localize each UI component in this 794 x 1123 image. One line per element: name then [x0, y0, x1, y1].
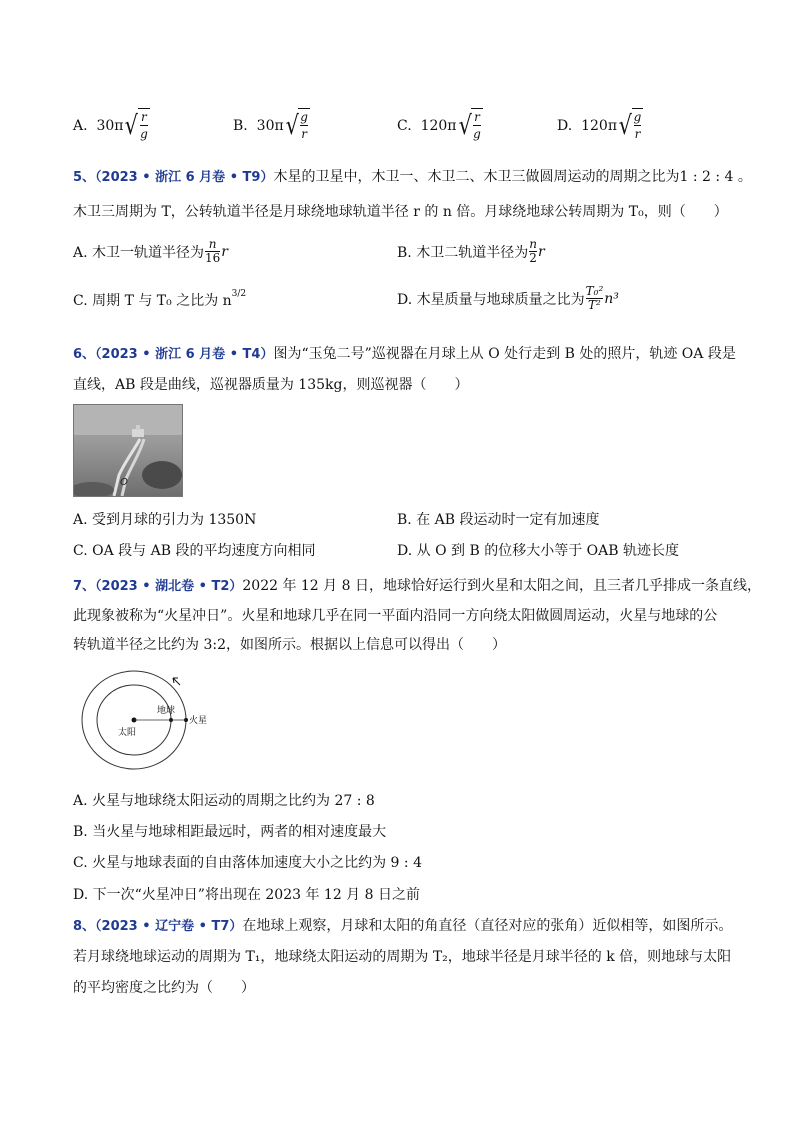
sun-label: 太阳 — [118, 728, 137, 738]
fraction: $\frac{n}{16}$ — [205, 237, 221, 265]
q6-stem-line1: 6、（2023 • 浙江 6 月卷 • T4）图为“玉兔二号”巡视器在月球上从 O 处行走到 B 处的照片，轨迹 OA 段是 — [73, 346, 736, 362]
q8-stem-line2: 若月球绕地球运动的周期为 T₁，地球绕太阳运动的周期为 T₂，地球半径是月球半径的 k 倍，则地球与太阳 — [73, 949, 732, 965]
sqrt-expression: √ r g — [457, 108, 483, 144]
q7-option-d[interactable]: D. 下一次“火星冲日”将出现在 2023 年 12 月 8 日之前 — [73, 887, 420, 903]
question-source: （2023 • 浙江 6 月卷 • T9） — [95, 170, 274, 185]
option-letter: B. — [233, 118, 248, 134]
orbit-diagram — [78, 665, 228, 775]
q5-option-b[interactable]: B. 木卫二轨道半径为 $\frac{n}{2}$ r — [397, 237, 545, 265]
q5-option-c[interactable]: C. 周期 T 与 T₀ 之比为 n $^{3/2}$ — [73, 289, 247, 309]
option-coefficient: 120π — [420, 118, 457, 134]
q7-stem-line1: 7、（2023 • 湖北卷 • T2）2022 年 12 月 8 日，地球恰好运行到火星和太阳之间，且三者几乎排成一条直线， — [73, 578, 761, 594]
sqrt-expression: √ g r — [284, 108, 310, 144]
fraction: $\frac{n}{2}$ — [529, 237, 537, 265]
q5-option-d[interactable]: D. 木星质量与地球质量之比为 $\frac{\text{T₀²}}{\text{T²}}$ n³ — [397, 284, 619, 312]
q8-stem-line1: 8、（2023 • 辽宁卷 • T7）在地球上观察，月球和太阳的角直径（直径对应的张角）近似相等，如图所示。 — [73, 918, 733, 934]
q8-stem-line3: 的平均密度之比约为（ ） — [73, 980, 255, 996]
q7-option-c[interactable]: C. 火星与地球表面的自由落体加速度大小之比约为 9 : 4 — [73, 855, 422, 871]
sqrt-expression: √ g r — [617, 108, 643, 144]
question-number: 7、 — [73, 579, 96, 594]
q7-stem-line2: 此现象被称为“火星冲日”。火星和地球几乎在同一平面内沿同一方向绕太阳做圆周运动，火星与地球的公 — [73, 608, 718, 624]
q7-option-b[interactable]: B. 当火星与地球相距最远时，两者的相对速度最大 — [73, 824, 387, 840]
q4-option-c[interactable] — [397, 108, 483, 144]
earth-label: 地球 — [157, 706, 176, 716]
q4-option-a[interactable] — [73, 108, 150, 144]
q6-stem-line2: 直线，AB 段是曲线，巡视器质量为 135kg，则巡视器（ ） — [73, 377, 469, 393]
q6-option-c[interactable]: C. OA 段与 AB 段的平均速度方向相同 — [73, 543, 316, 559]
q7-option-a[interactable]: A. 火星与地球绕太阳运动的周期之比约为 27 : 8 — [73, 793, 375, 809]
question-number: 8、 — [73, 919, 96, 934]
rover-track-photo — [73, 404, 183, 497]
q6-option-d[interactable]: D. 从 O 到 B 的位移大小等于 OAB 轨迹长度 — [397, 543, 679, 559]
question-source: （2023 • 浙江 6 月卷 • T4） — [95, 347, 274, 362]
q4-option-d[interactable] — [557, 108, 643, 144]
q7-stem-line3: 转轨道半径之比约为 3:2，如图所示。根据以上信息可以得出（ ） — [73, 637, 506, 653]
option-letter: C. — [397, 118, 412, 134]
option-coefficient: 30π — [256, 118, 284, 134]
sqrt-expression: √ r g — [123, 108, 149, 144]
option-letter: D. — [557, 118, 573, 134]
question-number: 5、 — [73, 170, 96, 185]
svg-text:O: O — [120, 477, 128, 488]
q5-stem-line2: 木卫三周期为 T，公转轨道半径是月球绕地球轨道半径 r 的 n 倍。月球绕地球公转周期为 T₀，则（ ） — [73, 204, 728, 220]
question-number: 6、 — [73, 347, 96, 362]
q5-option-a[interactable]: A. 木卫一轨道半径为 $\frac{n}{16}$ r — [73, 237, 228, 265]
option-letter: A. — [73, 118, 88, 134]
question-source: （2023 • 湖北卷 • T2） — [95, 579, 243, 594]
fraction: $\frac{\text{T₀²}}{\text{T²}}$ — [585, 284, 604, 312]
question-source: （2023 • 辽宁卷 • T7） — [95, 919, 243, 934]
q6-option-b[interactable]: B. 在 AB 段运动时一定有加速度 — [397, 512, 600, 528]
option-coefficient: 30π — [96, 118, 124, 134]
q5-stem-line1: 5、（2023 • 浙江 6 月卷 • T9）木星的卫星中，木卫一、木卫二、木卫三做圆周运动的周期之比为1 : 2 : 4 。 — [73, 169, 752, 185]
q4-option-b[interactable] — [233, 108, 310, 144]
option-coefficient: 120π — [581, 118, 618, 134]
q6-option-a[interactable]: A. 受到月球的引力为 1350N — [73, 512, 257, 528]
mars-label: 火星 — [189, 716, 208, 726]
